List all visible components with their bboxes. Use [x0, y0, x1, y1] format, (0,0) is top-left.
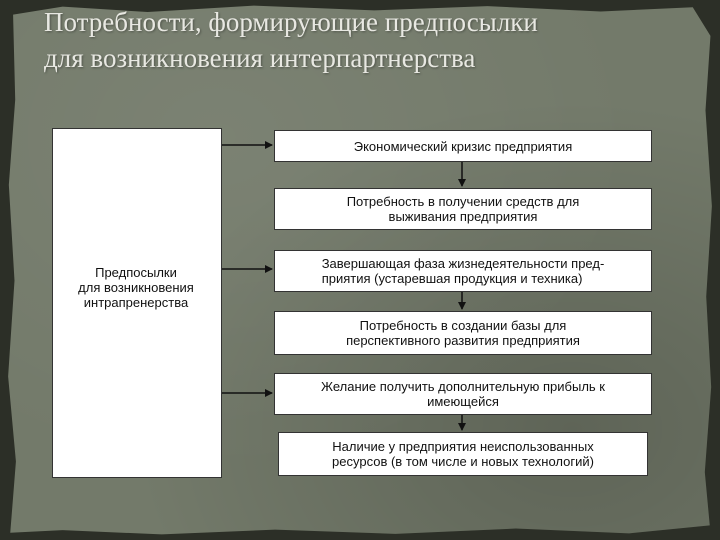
box-unused-resources: Наличие у предприятия неиспользованных ресурсов (в том числе и новых технологий)	[278, 432, 648, 476]
box-development-base: Потребность в создании базы для перспективного развития предприятия	[274, 311, 652, 355]
prerequisites-label: Предпосылки для возникновения интрапренерства	[78, 265, 194, 310]
box-survival-funds: Потребность в получении средств для выживания предприятия	[274, 188, 652, 230]
box-final-phase: Завершающая фаза жизнедеятельности пред- приятия (устаревшая продукция и техника)	[274, 250, 652, 292]
box-economic-crisis: Экономический кризис предприятия	[274, 130, 652, 162]
slide-title: Потребности, формирующие предпосылки для возникновения интерпартнерства	[44, 7, 538, 73]
box-additional-profit: Желание получить дополнительную прибыль к имеющейся	[274, 373, 652, 415]
